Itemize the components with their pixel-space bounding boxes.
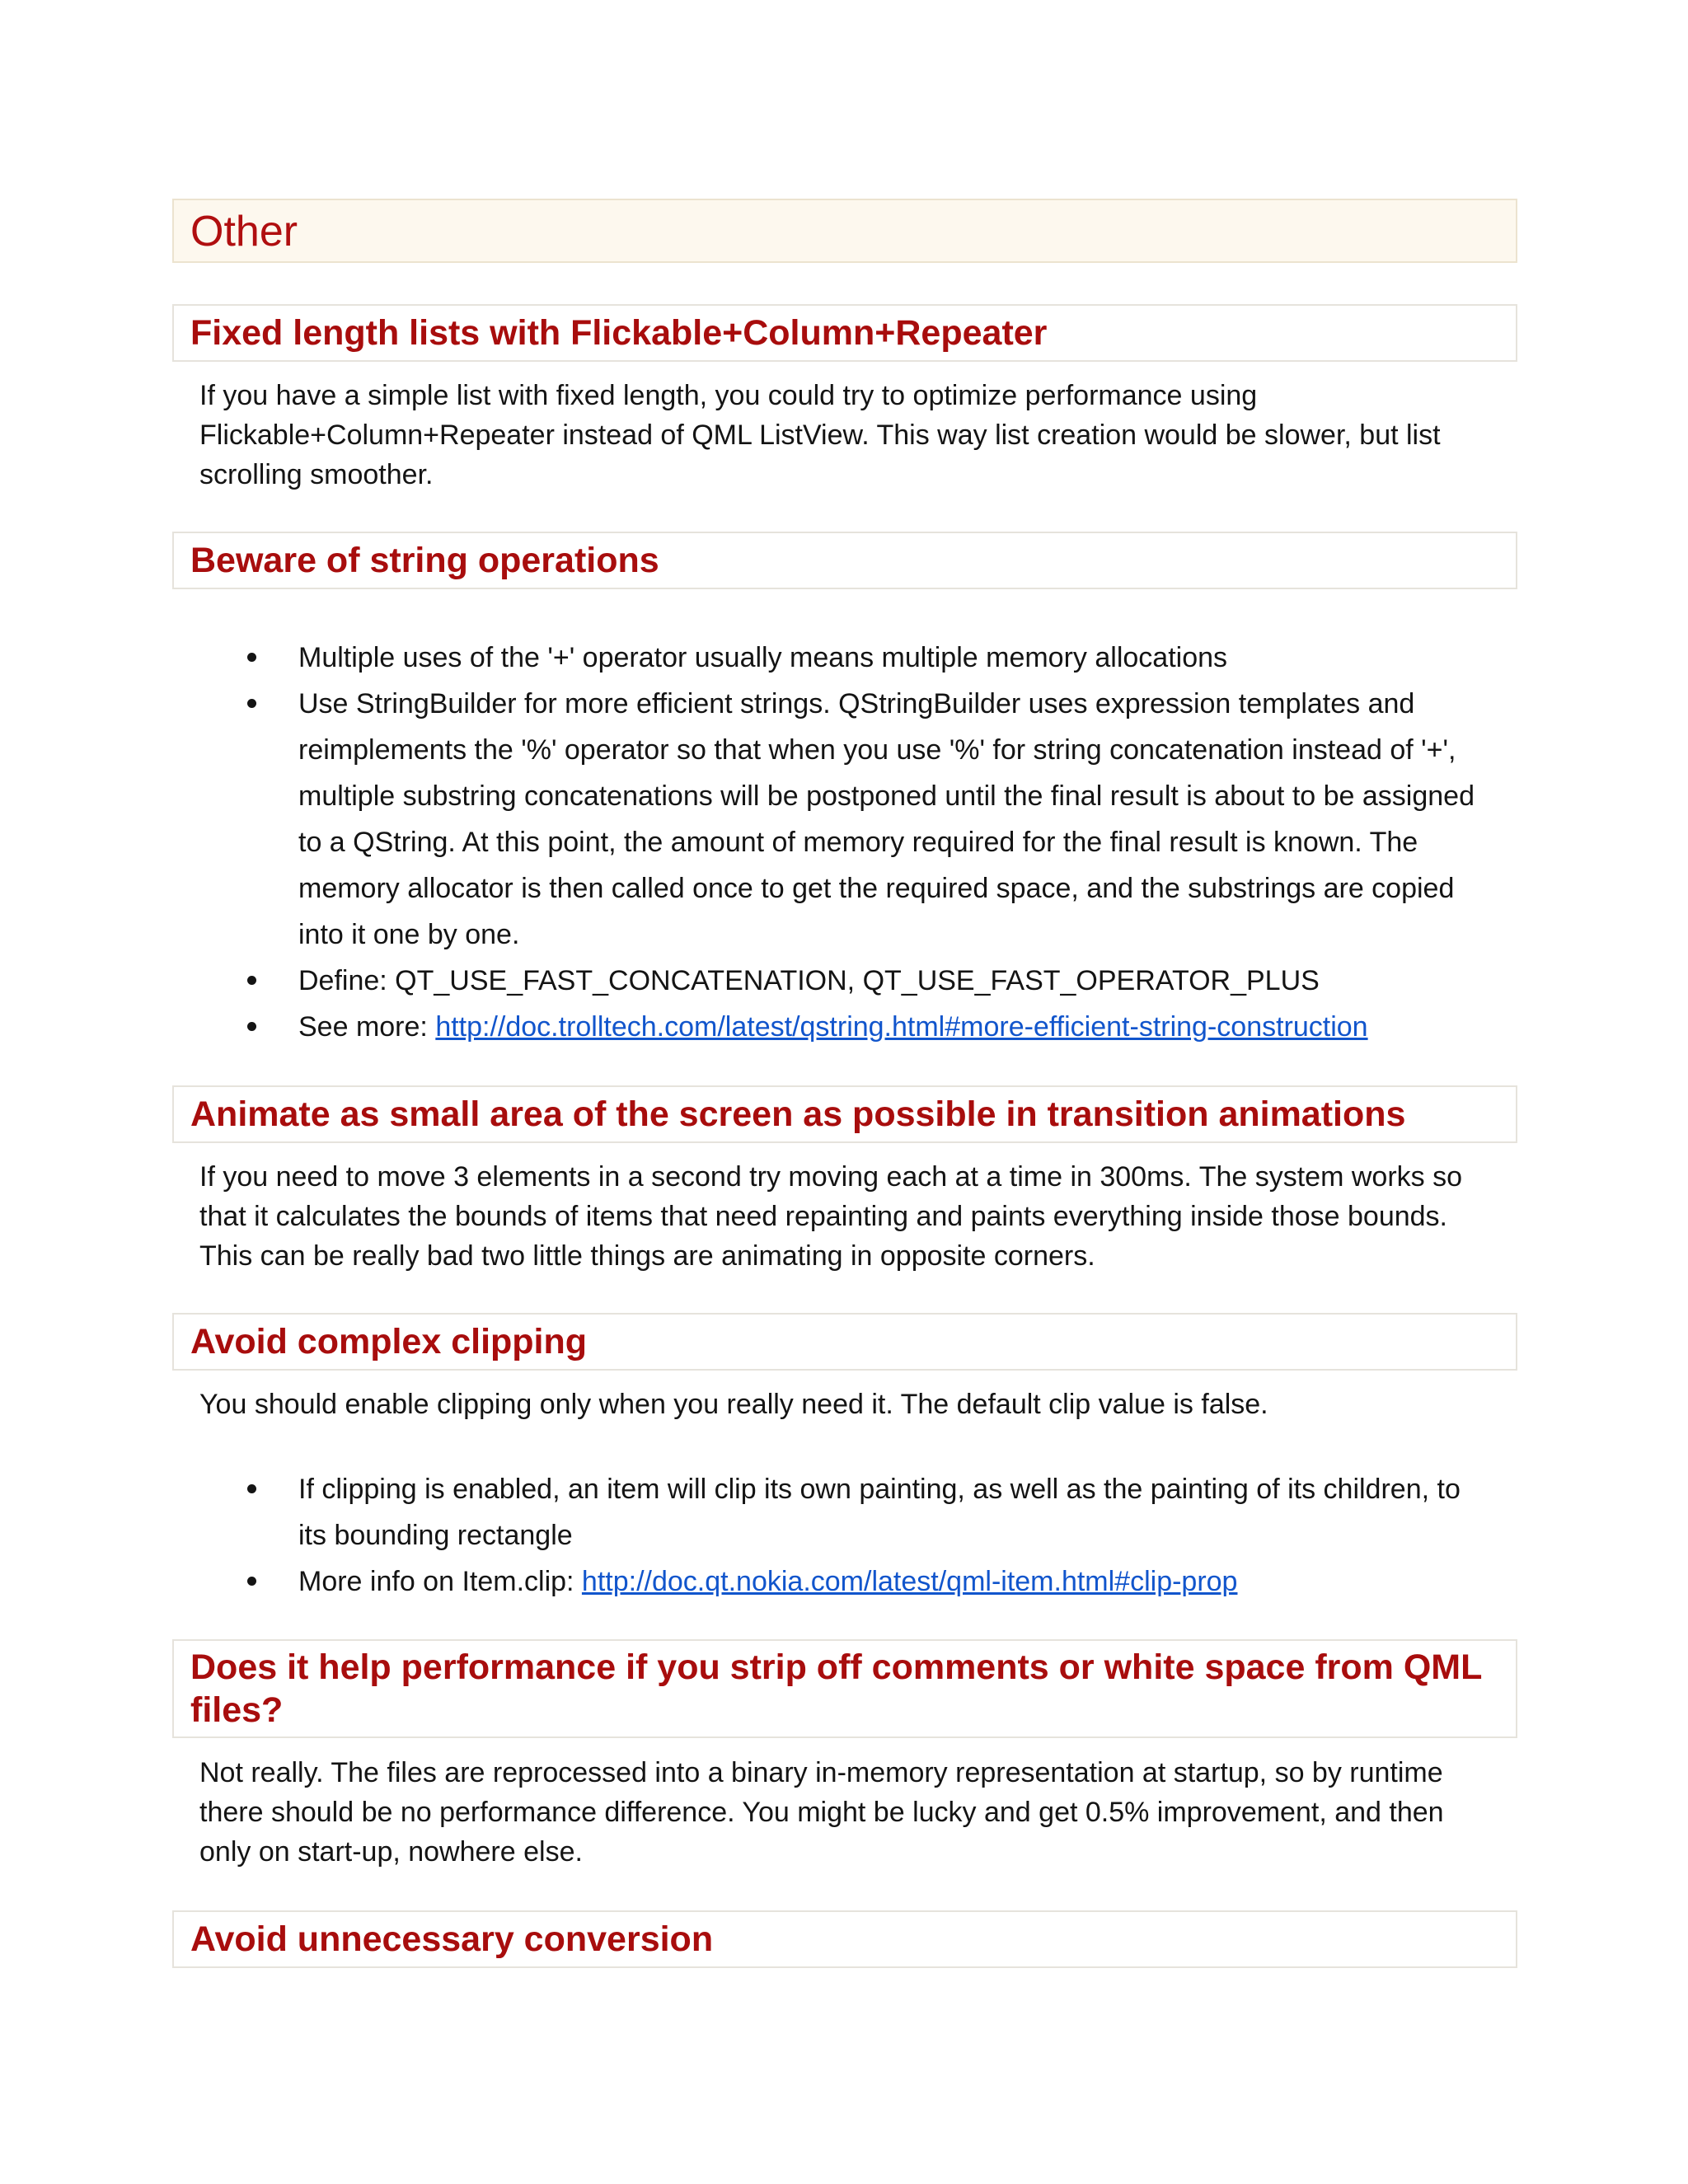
section-heading-box <box>172 1313 1517 1371</box>
bullet-icon <box>247 653 256 662</box>
bullet-icon <box>247 976 256 985</box>
list-item: If clipping is enabled, an item will clip its own painting, as well as the painting of its children, to its bounding rectangle <box>199 1466 1485 1558</box>
section-heading-clipping: Avoid complex clipping <box>190 1322 588 1361</box>
section-heading-comments: Does it help performance if you strip off comments or white space from QML files? <box>190 1647 1482 1730</box>
bullet-icon <box>247 1577 256 1586</box>
list-item <box>199 1004 1485 1050</box>
section-heading-box <box>172 304 1517 362</box>
section-heading-box <box>172 1085 1517 1143</box>
section-body-animate: If you need to move 3 elements in a second try moving each at a time in 300ms. The system works so that it calculates the bounds of items that need repainting and paints everything inside those bounds. This can be really bad two little things are animating in opposite corners. <box>199 1161 1462 1272</box>
more-info-label: More info on Item.clip: <box>298 1566 582 1597</box>
list-item: Use StringBuilder for more efficient strings. QStringBuilder uses expression templates and reimplements the '%' operator so that when you use '%' for string concatenation instead of '+', multiple substring concatenations will be postponed until the final result is about to be assigned to a QString. At this point, the amount of memory required for the final result is known. The memory allocator is then called once to get the required space, and the substrings are copied into it one by one. <box>199 681 1485 958</box>
section-heading-conversion: Avoid unnecessary conversion <box>190 1919 714 1959</box>
section-heading-box <box>172 532 1517 589</box>
clipping-bullet-list <box>199 1466 1485 1605</box>
section-body-flickable: If you have a simple list with fixed length, you could try to optimize performance using Flickable+Column+Repeater instead of QML ListView. This way list creation would be slower, but list scrolling smoother. <box>199 380 1441 490</box>
list-item: Multiple uses of the '+' operator usually means multiple memory allocations <box>199 635 1485 681</box>
see-more-label: See more: <box>298 1011 436 1043</box>
strings-bullet-list <box>199 635 1485 1050</box>
page-title: Other <box>190 208 298 255</box>
section-heading-animate: Animate as small area of the screen as possible in transition animations <box>190 1094 1406 1134</box>
section-body-comments: Not really. The files are reprocessed into a binary in-memory representation at startup, so by runtime there should be no performance difference. You might be lucky and get 0.5% improvement, and then only on start-up, nowhere else. <box>199 1757 1444 1868</box>
list-item: Define: QT_USE_FAST_CONCATENATION, QT_USE_FAST_OPERATOR_PLUS <box>199 958 1485 1004</box>
title-box <box>172 199 1517 263</box>
bullet-icon <box>247 1022 256 1031</box>
bullet-icon <box>247 699 256 708</box>
section-heading-strings: Beware of string operations <box>190 541 659 580</box>
list-item <box>199 1558 1485 1605</box>
section-heading-box <box>172 1910 1517 1968</box>
section-heading-box <box>172 1639 1517 1738</box>
see-more-link[interactable]: http://doc.trolltech.com/latest/qstring.html#more-efficient-string-construction <box>435 1011 1368 1043</box>
section-heading-flickable: Fixed length lists with Flickable+Column+Repeater <box>190 313 1048 353</box>
more-info-link[interactable]: http://doc.qt.nokia.com/latest/qml-item.html#clip-prop <box>581 1566 1238 1597</box>
bullet-icon <box>247 1484 256 1493</box>
section-body-clipping: You should enable clipping only when you really need it. The default clip value is false. <box>199 1389 1268 1420</box>
